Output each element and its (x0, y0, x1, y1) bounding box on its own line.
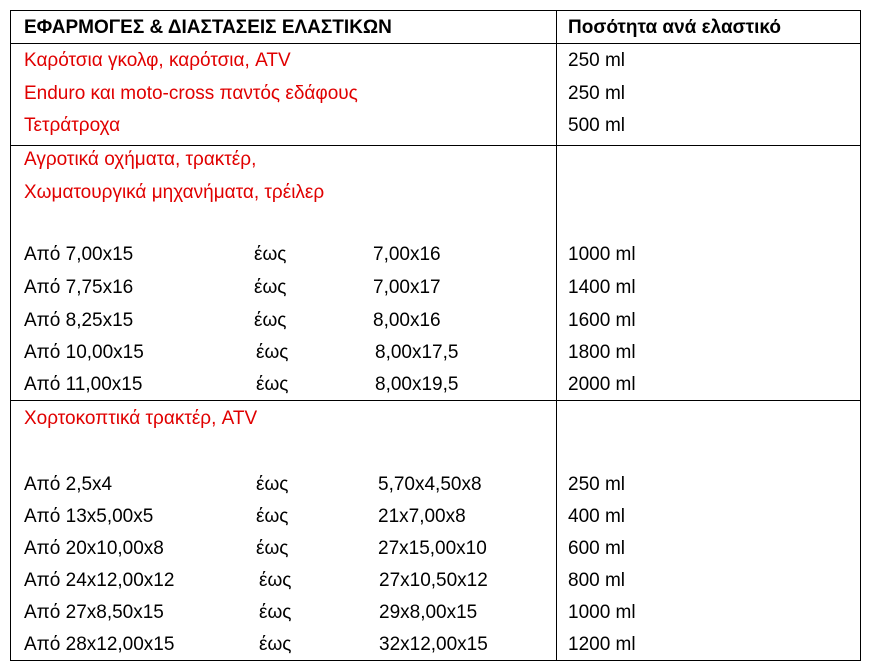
size-to: 21x7,00x8 (378, 506, 466, 527)
size-from: Από 27x8,50x15 (24, 602, 164, 623)
quantity-value: 2000 ml (568, 374, 636, 395)
quantity-value: 1800 ml (568, 342, 636, 363)
vehicle-type-label: Καρότσια γκολφ, καρότσια, ATV (24, 50, 291, 71)
size-to: 8,00x17,5 (375, 342, 459, 363)
vehicle-type-label: Τετράτροχα (24, 115, 121, 136)
quantity-value: 800 ml (568, 570, 626, 591)
size-to-word: έως (256, 474, 289, 495)
size-from: Από 20x10,00x8 (24, 538, 164, 559)
size-to-word: έως (256, 506, 289, 527)
size-to: 29x8,00x15 (379, 602, 478, 623)
size-to: 27x10,50x12 (379, 570, 488, 591)
size-to: 7,00x16 (373, 244, 441, 265)
size-to: 5,70x4,50x8 (378, 474, 482, 495)
size-to-word: έως (254, 244, 287, 265)
tire-sealant-table (10, 10, 861, 661)
quantity-value: 250 ml (568, 474, 626, 495)
section-title: Χορτοκοπτικά τρακτέρ, ATV (24, 408, 258, 429)
vehicle-type-label: Enduro και moto-cross παντός εδάφους (24, 83, 358, 104)
column-divider (556, 11, 557, 660)
size-from: Από 2,5x4 (24, 474, 113, 495)
size-from: Από 24x12,00x12 (24, 570, 175, 591)
section-title: Χωματουργικά μηχανήματα, τρέιλερ (24, 182, 325, 203)
quantity-value: 500 ml (568, 115, 626, 136)
size-from: Από 8,25x15 (24, 310, 134, 331)
size-to: 7,00x17 (373, 277, 441, 298)
quantity-value: 1000 ml (568, 602, 636, 623)
header-applications: ΕΦΑΡΜΟΓΕΣ & ΔΙΑΣΤΑΣΕΙΣ ΕΛΑΣΤΙΚΩΝ (24, 17, 392, 38)
size-to: 32x12,00x15 (379, 634, 488, 655)
size-from: Από 7,75x16 (24, 277, 134, 298)
quantity-value: 250 ml (568, 50, 626, 71)
quantity-value: 1600 ml (568, 310, 636, 331)
quantity-value: 1200 ml (568, 634, 636, 655)
size-to-word: έως (259, 602, 292, 623)
size-to-word: έως (254, 277, 287, 298)
header-quantity: Ποσότητα ανά ελαστικό (568, 17, 781, 38)
size-to: 8,00x16 (373, 310, 441, 331)
size-from: Από 11,00x15 (24, 374, 143, 395)
size-to-word: έως (259, 634, 292, 655)
size-from: Από 7,00x15 (24, 244, 134, 265)
size-to-word: έως (256, 538, 289, 559)
row-divider (11, 400, 860, 401)
size-to-word: έως (254, 310, 287, 331)
row-divider (11, 43, 860, 44)
size-to-word: έως (259, 570, 292, 591)
section-title: Αγροτικά οχήματα, τρακτέρ, (24, 149, 257, 170)
size-to: 8,00x19,5 (375, 374, 459, 395)
size-from: Από 13x5,00x5 (24, 506, 154, 527)
quantity-value: 1000 ml (568, 244, 636, 265)
quantity-value: 400 ml (568, 506, 626, 527)
quantity-value: 600 ml (568, 538, 626, 559)
size-to: 27x15,00x10 (378, 538, 487, 559)
row-divider (11, 145, 860, 146)
size-from: Από 28x12,00x15 (24, 634, 175, 655)
size-to-word: έως (256, 342, 289, 363)
size-from: Από 10,00x15 (24, 342, 144, 363)
size-to-word: έως (256, 374, 289, 395)
quantity-value: 250 ml (568, 83, 626, 104)
quantity-value: 1400 ml (568, 277, 636, 298)
